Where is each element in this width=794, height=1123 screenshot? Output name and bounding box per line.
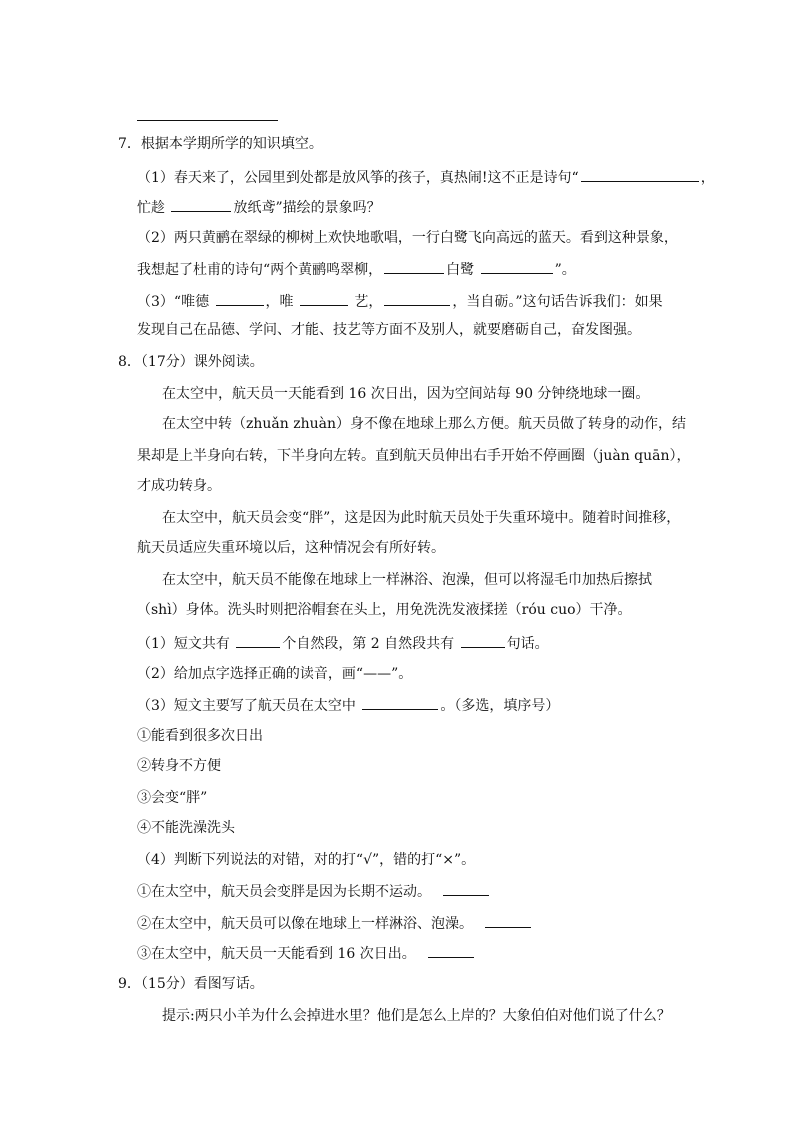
reading-paragraph-1: 在太空中，航天员一天能看到 16 次日出，因为空间站每 90 分钟绕地球一圈。 — [162, 386, 650, 402]
judge-item-2 — [137, 912, 533, 934]
fill-blank[interactable] — [481, 258, 553, 274]
question-9-hint: 提示:两只小羊为什么会掉进水里？他们是怎么上岸的？大象伯伯对他们说了什么？ — [162, 1008, 671, 1024]
fill-blank[interactable] — [171, 196, 231, 212]
text: ，唯 — [265, 294, 298, 310]
text: 个自然段，第 2 自然段共有 — [282, 636, 459, 652]
option-1: ①能看到很多次日出 — [137, 728, 263, 744]
question-7-part-2-line-1: （2）两只黄鹂在翠绿的柳树上欢快地歌唱，一行白鹭飞向高远的蓝天。看到这种景象， — [137, 230, 678, 246]
fill-blank[interactable] — [461, 632, 505, 648]
fill-blank[interactable] — [485, 912, 531, 928]
text: （3）“唯德 — [137, 294, 214, 310]
question-8-sub-1 — [137, 632, 549, 654]
reading-paragraph-2-line-3: 才成功转身。 — [137, 478, 221, 494]
question-7-part-3-line-1 — [137, 290, 663, 312]
fill-blank[interactable] — [236, 632, 280, 648]
text: 句话。 — [506, 636, 549, 652]
question-8-sub-3 — [137, 694, 559, 716]
text: ， — [700, 170, 715, 186]
fill-blank[interactable] — [300, 290, 348, 306]
reading-paragraph-3-line-2: 航天员适应失重环境以后，这种情况会有所好转。 — [137, 540, 445, 556]
reading-paragraph-4-line-1: 在太空中，航天员不能像在地球上一样淋浴、泡澡，但可以将湿毛巾加热后擦拭 — [162, 572, 652, 588]
text: 忙趁 — [137, 200, 170, 216]
reading-paragraph-4-line-2: （shì）身体。洗头时则把浴帽套在头上，用免洗洗发液揉搓（róu cuo）干净。 — [137, 602, 632, 618]
fill-blank[interactable] — [443, 880, 489, 896]
question-9-title: 9．（15分）看图写话。 — [118, 976, 264, 992]
question-7-part-2-line-2 — [137, 258, 576, 280]
option-2: ②转身不方便 — [137, 758, 221, 774]
fill-blank[interactable] — [428, 942, 474, 958]
fill-blank[interactable] — [581, 166, 699, 182]
fill-blank[interactable] — [216, 290, 264, 306]
text: 我想起了杜甫的诗句“两个黄鹂鸣翠柳， — [137, 262, 383, 278]
fill-blank[interactable] — [384, 258, 444, 274]
reading-paragraph-2-line-2: 果却是上半身向右转，下半身向左转。直到航天员伸出右手开始不停画圈（juàn quān）， — [137, 448, 691, 464]
question-8-sub-2: （2）给加点字选择正确的读音，画“——”。 — [137, 666, 413, 682]
question-8-title: 8．（17分）课外阅读。 — [118, 354, 264, 370]
judge-item-1 — [137, 880, 491, 902]
text: ③在太空中，航天员一天能看到 16 次日出。 — [137, 946, 421, 962]
text: （3）短文主要写了航天员在太空中 — [137, 698, 361, 714]
question-8-sub-4: （4）判断下列说法的对错，对的打“√”，错的打“×”。 — [137, 852, 476, 868]
text: ，当自砺。”这句话告诉我们：如果 — [452, 294, 663, 310]
question-7-part-1-line-1 — [137, 166, 715, 188]
text: 放纸鸢”描绘的景象吗？ — [233, 200, 381, 216]
option-4: ④不能洗澡洗头 — [137, 820, 235, 836]
reading-paragraph-3-line-1: 在太空中，航天员会变“胖”，这是因为此时航天员处于失重环境中。随着时间推移， — [162, 510, 681, 526]
text: ”。 — [554, 262, 576, 278]
text: ②在太空中，航天员可以像在地球上一样淋浴、泡澡。 — [137, 916, 478, 932]
text: 白鹭 — [446, 262, 479, 278]
question-7-part-1-line-2 — [137, 196, 381, 218]
option-3: ③会变“胖” — [137, 790, 208, 806]
text: 艺， — [349, 294, 383, 310]
text: （1）春天来了，公园里到处都是放风筝的孩子，真热闹!这不正是诗句“ — [137, 170, 579, 186]
reading-paragraph-2-line-1: 在太空中转（zhuǎn zhuàn）身不像在地球上那么方便。航天员做了转身的动作，结 — [162, 416, 686, 432]
answer-blank-line — [137, 120, 278, 121]
text: ①在太空中，航天员会变胖是因为长期不运动。 — [137, 884, 436, 900]
text: （1）短文共有 — [137, 636, 235, 652]
fill-blank[interactable] — [362, 694, 438, 710]
question-7-part-3-line-2: 发现自己在品德、学问、才能、技艺等方面不及别人，就要磨砺自己，奋发图强。 — [137, 322, 641, 338]
judge-item-3 — [137, 942, 476, 964]
text: 。（多选，填序号） — [440, 698, 560, 714]
question-7-title: 7．根据本学期所学的知识填空。 — [118, 136, 323, 152]
fill-blank[interactable] — [384, 290, 450, 306]
